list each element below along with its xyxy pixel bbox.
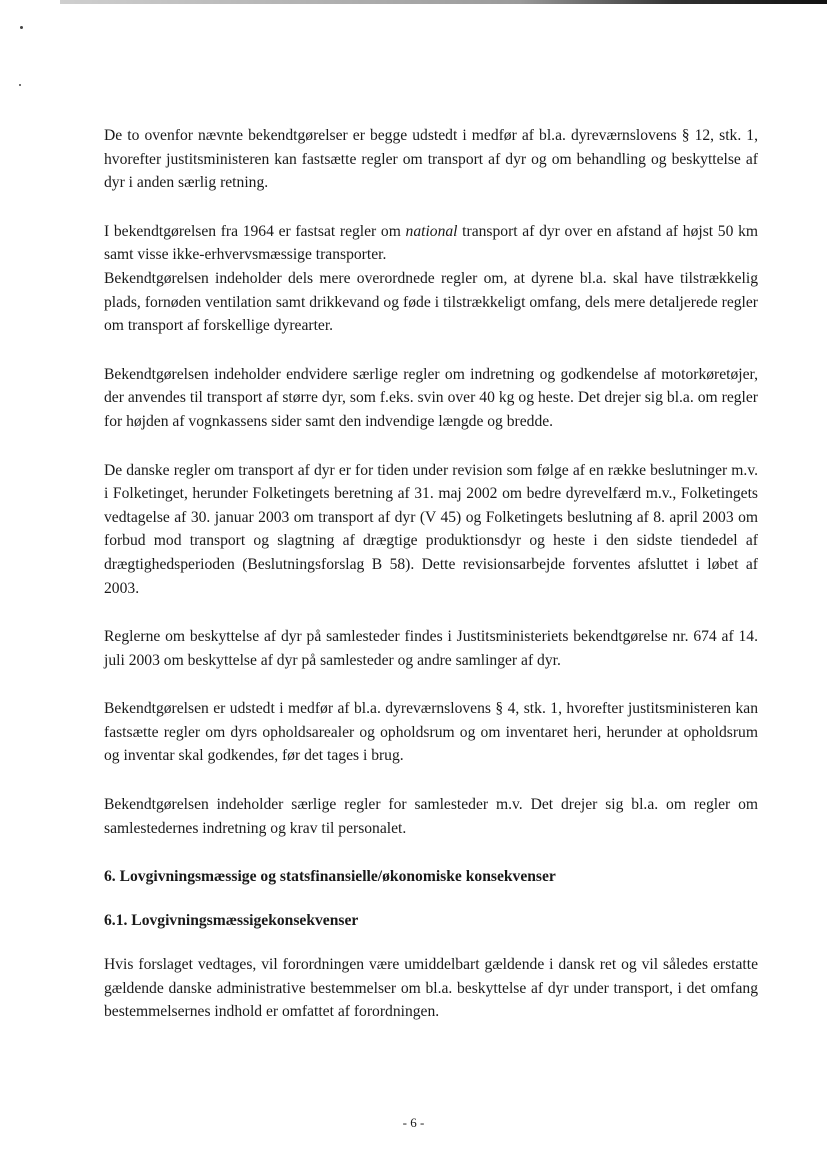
paragraph-7: Bekendtgørelsen indeholder særlige regler for samlesteder m.v. Det drejer sig bl.a. om regler om samlestedernes indretning og krav til personalet. bbox=[104, 796, 758, 837]
paragraph-4: De danske regler om transport af dyr er for tiden under revision som følge af en række beslutninger m.v. i Folketinget, herunder Folketingets beretning af 31. maj 2002 om bedre dyrevelfærd m.v., Folketingets vedtagelse af 30. januar 2003 om transport af dyr (V 45) og Folketingets beslutning af 8. april 2003 om forbud mod transport og slagtning af drægtige produktionsdyr og heste i den sidste tiendedel af drægtighedsperioden (Beslutningsforslag B 58). Dette revisionsarbejde forventes afsluttet i løbet af 2003. bbox=[104, 461, 758, 597]
page-number: - 6 - bbox=[402, 1115, 425, 1130]
scan-speck bbox=[19, 84, 21, 86]
paragraph-8: Hvis forslaget vedtages, vil forordningen være umiddelbart gældende i dansk ret og vil således erstatte gældende danske administrative bestemmelser om bl.a. beskyttelse af dyr under transport, i det omfang bestemmelsernes indhold er omfattet af forordningen. bbox=[104, 956, 758, 1021]
paragraph-2-text-a: I bekendtgørelsen fra 1964 er fastsat regler om bbox=[104, 222, 406, 240]
paragraph-2-text-b: transport af dyr over en afstand af højst 50 km samt visse ikke-erhvervsmæssige transporter. bbox=[104, 222, 758, 264]
paragraph-6: Bekendtgørelsen er udstedt i medfør af bl.a. dyreværnslovens § 4, stk. 1, hvorefter justitsministeren kan fastsætte regler om dyrs opholdsarealer og opholdsrum og om inventaret heri, herunder at opholdsrum og inventar skal godkendes, før det tages i brug. bbox=[104, 700, 758, 765]
scan-edge-line bbox=[60, 0, 827, 4]
paragraph-3: Bekendtgørelsen indeholder endvidere særlige regler om indretning og godkendelse af motorkøretøjer, der anvendes til transport af større dyr, som f.eks. svin over 40 kg og heste. Det drejer sig bl.a. om regler for højden af vognkassens sider samt den indvendige længde og bredde. bbox=[104, 365, 758, 430]
section-heading-6-1: 6.1. Lovgivningsmæssigekonsekvenser bbox=[104, 912, 359, 930]
paragraph-5: Reglerne om beskyttelse af dyr på samlesteder findes i Justitsministeriets bekendtgørelse nr. 674 af 14. juli 2003 om beskyttelse af dyr på samlesteder og andre samlinger af dyr. bbox=[104, 628, 758, 669]
paragraph-2 bbox=[104, 220, 758, 267]
paragraph-2-continued: Bekendtgørelsen indeholder dels mere overordnede regler om, at dyrene bl.a. skal have tilstrækkelig plads, fornøden ventilation samt drikkevand og føde i tilstrækkeligt omfang, dels mere detaljerede regler om transport af forskellige dyrearter. bbox=[104, 269, 758, 335]
scan-speck bbox=[20, 26, 23, 29]
paragraph-1: De to ovenfor nævnte bekendtgørelser er begge udstedt i medfør af bl.a. dyreværnslovens § 12, stk. 1, hvorefter justitsministeren kan fastsætte regler om transport af dyr og om behandling og beskyttelse af dyr i anden særlig retning. bbox=[104, 127, 758, 192]
section-heading-6: 6. Lovgivningsmæssige og statsfinansielle/økonomiske konsekvenser bbox=[104, 868, 556, 886]
paragraph-2-italic: national bbox=[405, 222, 458, 240]
document-body bbox=[104, 124, 758, 1049]
